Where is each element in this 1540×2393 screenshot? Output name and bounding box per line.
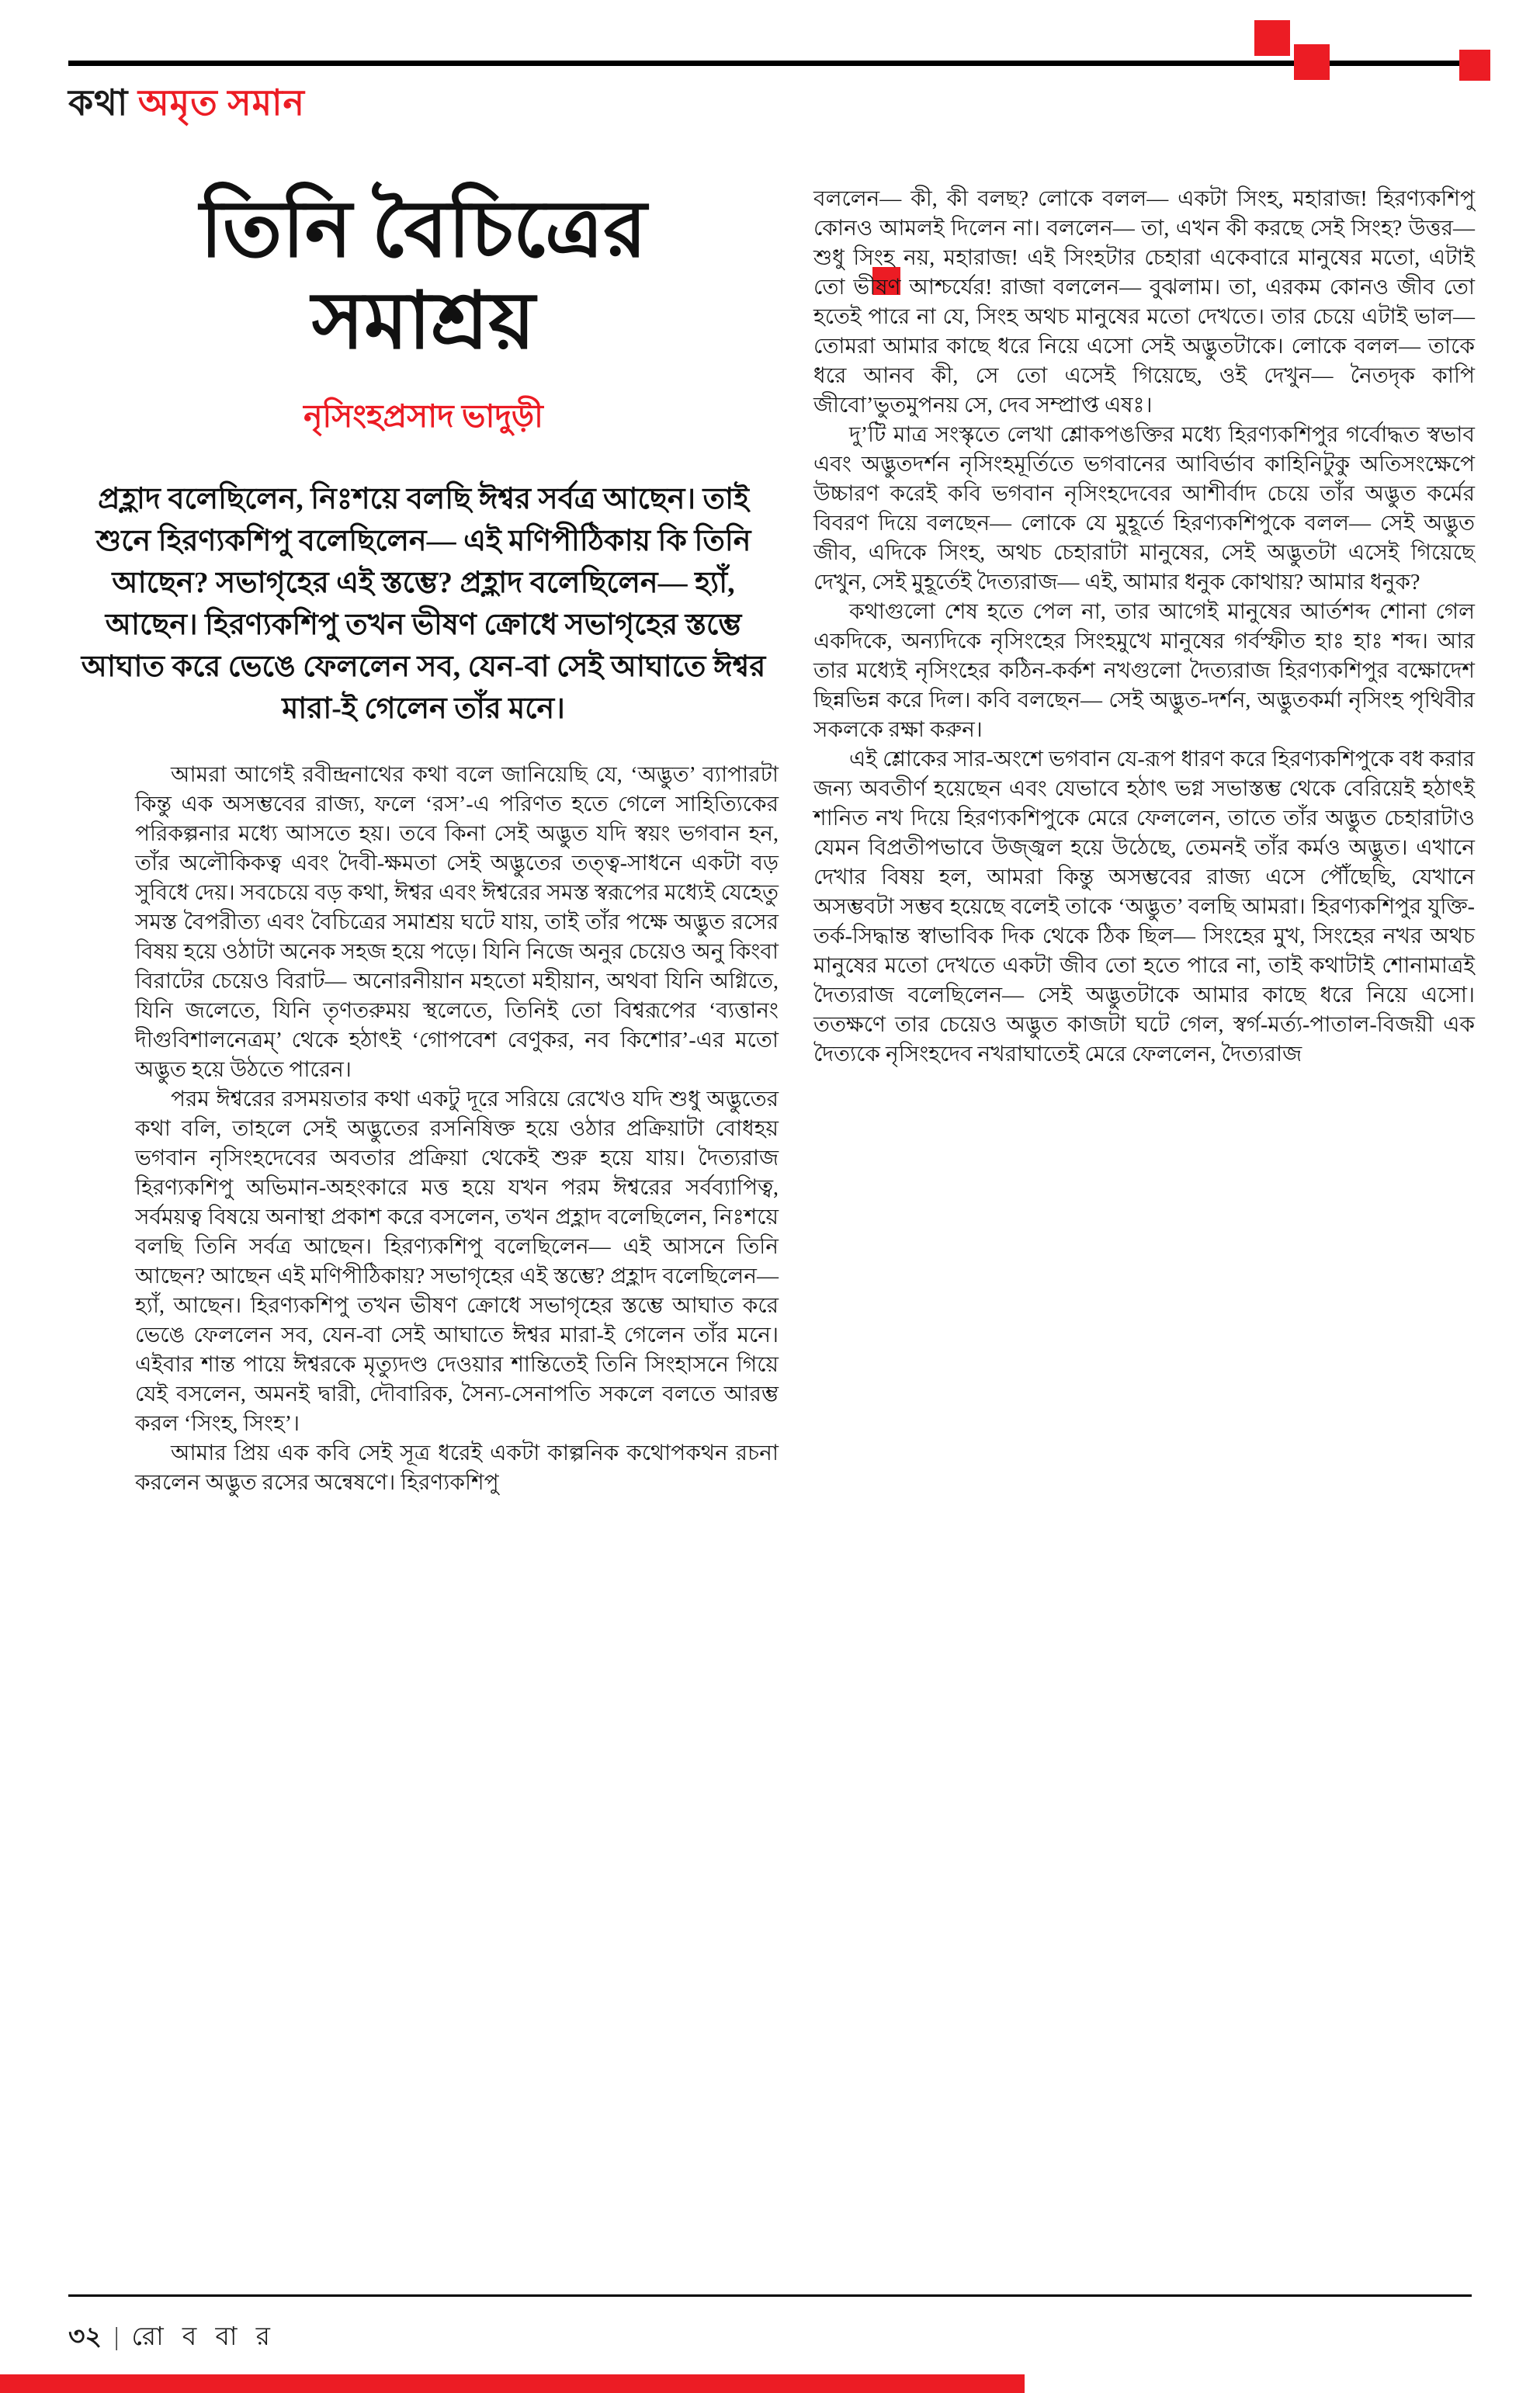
body-paragraph: এই শ্লোকের সার-অংশে ভগবান যে-রূপ ধারণ করে হিরণ্যকশিপুকে বধ করার জন্য অবতীর্ণ হয়েছেন এবং যেভাবে হঠাৎ ভগ্ন সভাস্তম্ভ থেকে বেরিয়েই হঠাৎই শানিত নখ দিয়ে হিরণ্যকশিপুকে মেরে ফেললেন, তাতে তাঁর অদ্ভুত চেহারাটাও যেমন বিপ্রতীপভাবে উজ্জ্বল হয়ে উঠেছে, তেমনই তাঁর কর্মও অদ্ভুত। এখানে দেখার বিষয় হল, আমরা কিন্তু অসম্ভবের রাজ্য এসে পৌঁছেছি, যেখানে অসম্ভবটা সম্ভব হয়েছে বলেই তাকে ‘অদ্ভুত’ বলছি আমরা। হিরণ্যকশিপুর যুক্তি-তর্ক-সিদ্ধান্ত স্বাভাবিক দিক থেকে ঠিক ছিল— সিংহের মুখ, সিংহের নখর অথচ মানুষের মতো দেখতে একটা জীব তো হতে পারে না, তাই কথাটাই শোনামাত্রই দৈত্যরাজ বলেছিলেন— সেই অদ্ভুতটাকে আমার কাছে ধরে নিয়ে এসো। ততক্ষণে তার চেয়েও অদ্ভুত কাজটা ঘটে গেল, স্বর্গ-মর্ত্য-পাতাল-বিজয়ী এক দৈত্যকে নৃসিংহদেব নখরাঘাতেই মেরে ফেললেন, দৈত্যরাজ bbox=[813, 747, 1475, 1066]
magazine-title: রো ব বা র bbox=[131, 2323, 276, 2351]
article-columns bbox=[68, 185, 1475, 1498]
article-byline: নৃসিংহপ্রসাদ ভাদুড়ী bbox=[303, 397, 543, 434]
body-paragraph: আমার প্রিয় এক কবি সেই সূত্র ধরেই একটা কাল্পনিক কথোপকথন রচনা করলেন অদ্ভুত রসের অন্বেষণে। হিরণ্যকশিপু bbox=[135, 1441, 779, 1495]
page-number: ৩২ bbox=[68, 2323, 102, 2351]
red-marker bbox=[1459, 50, 1490, 81]
body-paragraph: কথাগুলো শেষ হতে পেল না, তার আগেই মানুষের আর্তশব্দ শোনা গেল একদিকে, অন্যদিকে নৃসিংহের সিংহমুখে মানুষের গর্বস্ফীত হাঃ হাঃ শব্দ। আর তার মধ্যেই নৃসিংহের কঠিন-কর্কশ নখগুলো দৈত্যরাজ হিরণ্যকশিপুর বক্ষোদেশ ছিন্নভিন্ন করে দিল। কবি বলছেন— সেই অদ্ভুত-দর্শন, অদ্ভুতকর্মা নৃসিংহ পৃথিবীর সকলকে রক্ষা করুন। bbox=[813, 600, 1476, 742]
left-column bbox=[68, 185, 779, 1498]
left-column-body bbox=[135, 761, 779, 1498]
section-kicker-red: অমৃত সমান bbox=[137, 83, 305, 123]
lead-paragraph: প্রহ্লাদ বলেছিলেন, নিঃশয়ে বলছি ঈশ্বর সর্বত্র আছেন। তাই শুনে হিরণ্যকশিপু বলেছিলেন— এই মণিপীঠিকায় কি তিনি আছেন? সভাগৃহের এই স্তম্ভে? প্রহ্লাদ বলেছিলেন— হ্যাঁ, আছেন। হিরণ্যকশিপু তখন ভীষণ ক্রোধে সভাগৃহের স্তম্ভে আঘাত করে ভেঙে ফেললেন সব, যেন-বা সেই আঘাতে ঈশ্বর মারা-ই গেলেন তাঁর মনে। bbox=[81, 482, 766, 725]
section-kicker bbox=[68, 76, 305, 135]
body-paragraph: আমরা আগেই রবীন্দ্রনাথের কথা বলে জানিয়েছি যে, ‘অদ্ভুত’ ব্যাপারটা কিন্তু এক অসম্ভবের রাজ্য, ফলে ‘রস’-এ পরিণত হতে গেলে সাহিত্যিকের পরিকল্পনার মধ্যে আসতে হয়। তবে কিনা সেই অদ্ভুত যদি স্বয়ং ভগবান হন, তাঁর অলৌকিকত্ব এবং দৈবী-ক্ষমতা সেই অদ্ভুতের তত্ত্ব-সাধনে একটা বড় সুবিধে দেয়। সবচেয়ে বড় কথা, ঈশ্বর এবং ঈশ্বরের সমস্ত স্বরূপের মধ্যেই যেহেতু সমস্ত বৈপরীত্য এবং বৈচিত্রের সমাশ্রয় ঘটে যায়, তাই তাঁর পক্ষে অদ্ভুত রসের বিষয় হয়ে ওঠাটা অনেক সহজ হয়ে পড়ে। যিনি নিজে অনুর চেয়েও অনু কিংবা বিরাটের চেয়েও বিরাট— অনোরনীয়ান মহতো মহীয়ান, অথবা যিনি অগ্নিতে, যিনি জলেতে, যিনি তৃণতরুময় স্থলেতে, তিনিই তো বিশ্বরূপের ‘ব্যত্তানং দীগুবিশালনেত্রম্‌’ থেকে হঠাৎই ‘গোপবেশ বেণুকর, নব কিশোর’-এর মতো অদ্ভুত হয়ে উঠতে পারেন। bbox=[135, 762, 779, 1082]
right-column bbox=[813, 185, 1475, 1498]
body-paragraph: পরম ঈশ্বরের রসময়তার কথা একটু দূরে সরিয়ে রেখেও যদি শুধু অদ্ভুতের কথা বলি, তাহলে সেই অদ্ভুতের রসনিষিক্ত হয়ে ওঠার প্রক্রিয়াটা বোধহয় ভগবান নৃসিংহদেবের অবতার প্রক্রিয়া থেকেই শুরু হয়ে যায়। দৈত্যরাজ হিরণ্যকশিপু অভিমান-অহংকারে মত্ত হয়ে যখন পরম ঈশ্বরের সর্বব্যাপিত্ব, সর্বময়ত্ব বিষয়ে অনাস্থা প্রকাশ করে বসলেন, তখন প্রহ্লাদ বলেছিলেন, নিঃশয়ে বলছি তিনি সর্বত্র আছেন। হিরণ্যকশিপু বলেছিলেন— এই আসনে তিনি আছেন? আছেন এই মণিপীঠিকায়? সভাগৃহের এই স্তম্ভে? প্রহ্লাদ বলেছিলেন— হ্যাঁ, আছেন। হিরণ্যকশিপু তখন ভীষণ ক্রোধে সভাগৃহের স্তম্ভে আঘাত করে ভেঙে ফেললেন সব, যেন-বা সেই আঘাতে ঈশ্বর মারা-ই গেলেন তাঁর মনে। এইবার শান্ত পায়ে ঈশ্বরকে মৃত্যুদণ্ড দেওয়ার শান্তিতেই তিনি সিংহাসনে গিয়ে যেই বসলেন, অমনই দ্বারী, দৌবারিক, সৈন্য-সেনাপতি সকলে বলতে আরম্ভ করল ‘সিংহ, সিংহ’। bbox=[135, 1087, 779, 1436]
red-marker bbox=[1254, 20, 1290, 56]
article-headline bbox=[68, 185, 779, 369]
page-footer bbox=[68, 2316, 276, 2360]
red-marker bbox=[1294, 44, 1330, 80]
headline-line-1: তিনি বৈচিত্রের bbox=[199, 186, 647, 274]
footer-divider: | bbox=[113, 2323, 120, 2351]
headline-line-2: সমাশ্রয় bbox=[311, 278, 536, 366]
body-paragraph: দু’টি মাত্র সংস্কৃতে লেখা শ্লোকপঙক্তির মধ্যে হিরণ্যকশিপুর গর্বোদ্ধত স্বভাব এবং অদ্ভুতদর্শন নৃসিংহমূর্তিতে ভগবানের আবির্ভাব কাহিনিটুকু অতিসংক্ষেপে উচ্চারণ করেই কবি ভগবান নৃসিংহদেবের আশীর্বাদ চেয়ে তাঁর অদ্ভুত কর্মের বিবরণ দিয়ে বলছেন— লোকে যে মুহূর্তে হিরণ্যকশিপুকে বলল— সেই অদ্ভুত জীব, এদিকে সিংহ, অথচ চেহারাটা মানুষের, সেই অদ্ভুতটা এসেই গিয়েছে দেখুন, সেই মুহূর্তেই দৈত্যরাজ— এই, আমার ধনুক কোথায়? আমার ধনুক? bbox=[813, 423, 1475, 595]
top-rule bbox=[68, 61, 1472, 66]
section-kicker-black: কথা bbox=[68, 83, 129, 123]
footer-rule bbox=[68, 2294, 1472, 2297]
bottom-red-bar bbox=[0, 2374, 1025, 2393]
body-paragraph: বললেন— কী, কী বলছ? লোকে বলল— একটা সিংহ, মহারাজ! হিরণ্যকশিপু কোনও আমলই দিলেন না। বললেন— তা, এখন কী করছে সেই সিংহ? উত্তর— শুধু সিংহ নয়, মহারাজ! এই সিংহটার চেহারা একেবারে মানুষের মতো, এটাই তো ভীষণ আশ্চর্যের! রাজা বললেন— বুঝলাম। তা, এরকম কোনও জীব তো হতেই পারে না যে, সিংহ অথচ মানুষের মতো দেখতে। তার চেয়ে এটাই ভাল— তোমরা আমার কাছে ধরে নিয়ে এসো সেই অদ্ভুতটাকে। লোকে বলল— তাকে ধরে আনব কী, সে তো এসেই গিয়েছে, ওই দেখুন— নৈতদৃক কাপি জীবো’ভুতমুপনয় সে, দেব সম্প্রাপ্ত এষঃ। bbox=[813, 187, 1475, 418]
